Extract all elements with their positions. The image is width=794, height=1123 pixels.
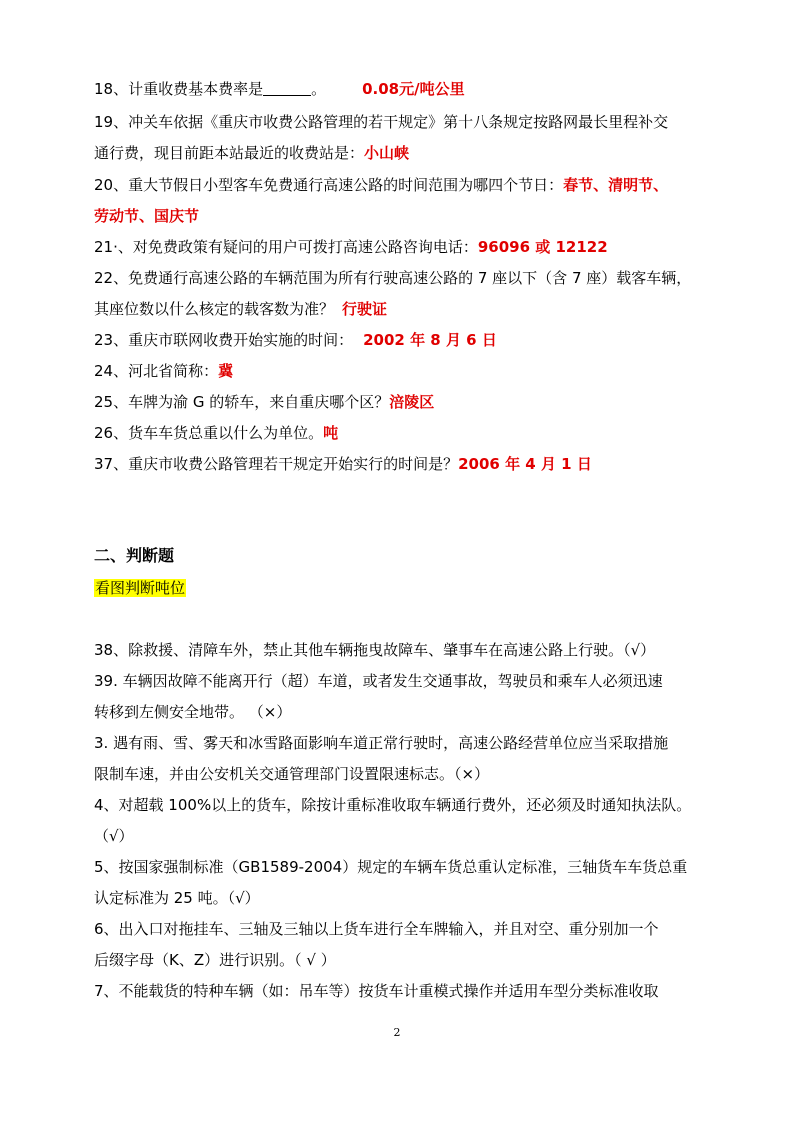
answer: 涪陵区 xyxy=(389,393,435,411)
question-3-line-2: 限制车速，并由公安机关交通管理部门设置限速标志。（×） xyxy=(94,765,490,783)
question-39-line-2: 转移到左侧安全地带。 （×） xyxy=(94,703,292,721)
question-4-line-1: 4、对超载 100%以上的货车，除按计重标准收取车辆通行费外，还必须及时通知执法队。 xyxy=(94,796,692,814)
answer: 春节、清明节、 xyxy=(563,176,669,194)
highlighted-note xyxy=(94,578,186,598)
page-number: 2 xyxy=(393,1026,401,1039)
question-22-line-1: 22、免费通行高速公路的车辆范围为所有行驶高速公路的 7 座以下（含 7 座）载客车辆， xyxy=(94,269,692,287)
question-20-line-1 xyxy=(94,175,668,195)
answer-blank xyxy=(263,81,311,96)
question-text: 21·、对免费政策有疑问的用户可拨打高速公路咨询电话： xyxy=(94,238,478,256)
question-text: 其座位数以什么核定的载客数为准？ xyxy=(94,300,335,318)
question-20-line-2 xyxy=(94,206,199,226)
question-24 xyxy=(94,361,233,381)
question-26 xyxy=(94,423,338,443)
question-text: 24、河北省简称： xyxy=(94,362,219,380)
question-7-line-1: 7、不能载货的特种车辆（如：吊车等）按货车计重模式操作并适用车型分类标准收取 xyxy=(94,982,659,1000)
question-text: 26、货车车货总重以什么为单位。 xyxy=(94,424,324,442)
question-37 xyxy=(94,454,592,474)
question-21 xyxy=(94,237,608,257)
highlight-text: 看图判断吨位 xyxy=(95,579,186,597)
answer: 吨 xyxy=(323,424,339,442)
question-text: 23、重庆市联网收费开始实施的时间： xyxy=(94,331,354,349)
answer: 96096 或 12122 xyxy=(477,238,608,256)
answer: 劳动节、国庆节 xyxy=(94,207,200,225)
question-5-line-1: 5、按国家强制标准（GB1589-2004）规定的车辆车货总重认定标准，三轴货车车货总重 xyxy=(94,858,688,876)
question-18 xyxy=(94,79,465,99)
question-6-line-2: 后缀字母（K、Z）进行识别。（ √ ） xyxy=(94,951,336,969)
question-3-line-1: 3. 遇有雨、雪、雾天和冰雪路面影响车道正常行驶时，高速公路经营单位应当采取措施 xyxy=(94,734,669,752)
question-text-end: 。 xyxy=(311,80,327,98)
question-6-line-1: 6、出入口对拖挂车、三轴及三轴以上货车进行全车牌输入，并且对空、重分别加一个 xyxy=(94,920,659,938)
answer: 0.08元/吨公里 xyxy=(362,80,465,98)
question-text: 37、重庆市收费公路管理若干规定开始实行的时间是？ xyxy=(94,455,459,473)
question-text: 18、计重收费基本费率是 xyxy=(94,80,264,98)
question-22-line-2 xyxy=(94,299,387,319)
answer: 2002 年 8 月 6 日 xyxy=(363,331,497,349)
question-5-line-2: 认定标准为 25 吨。（√） xyxy=(94,889,260,907)
question-4-line-2: （√） xyxy=(94,827,134,845)
answer: 2006 年 4 月 1 日 xyxy=(458,455,592,473)
question-text: 25、车牌为渝 G 的轿车，来自重庆哪个区？ xyxy=(94,393,390,411)
question-text: 20、重大节假日小型客车免费通行高速公路的时间范围为哪四个节日： xyxy=(94,176,564,194)
answer: 行驶证 xyxy=(342,300,388,318)
question-38: 38、除救援、清障车外，禁止其他车辆拖曳故障车、肇事车在高速公路上行驶。（√） xyxy=(94,641,656,659)
question-23 xyxy=(94,330,497,350)
answer: 冀 xyxy=(218,362,234,380)
question-25 xyxy=(94,392,434,412)
section-heading: 二、判断题 xyxy=(94,546,175,565)
question-19-line-2 xyxy=(94,143,409,163)
question-39-line-1: 39. 车辆因故障不能离开行（超）车道，或者发生交通事故，驾驶员和乘车人必须迅速 xyxy=(94,672,663,690)
answer: 小山峡 xyxy=(364,144,410,162)
question-19-line-1: 19、冲关车依据《重庆市收费公路管理的若干规定》第十八条规定按路网最长里程补交 xyxy=(94,113,669,131)
question-text: 通行费，现目前距本站最近的收费站是： xyxy=(94,144,365,162)
